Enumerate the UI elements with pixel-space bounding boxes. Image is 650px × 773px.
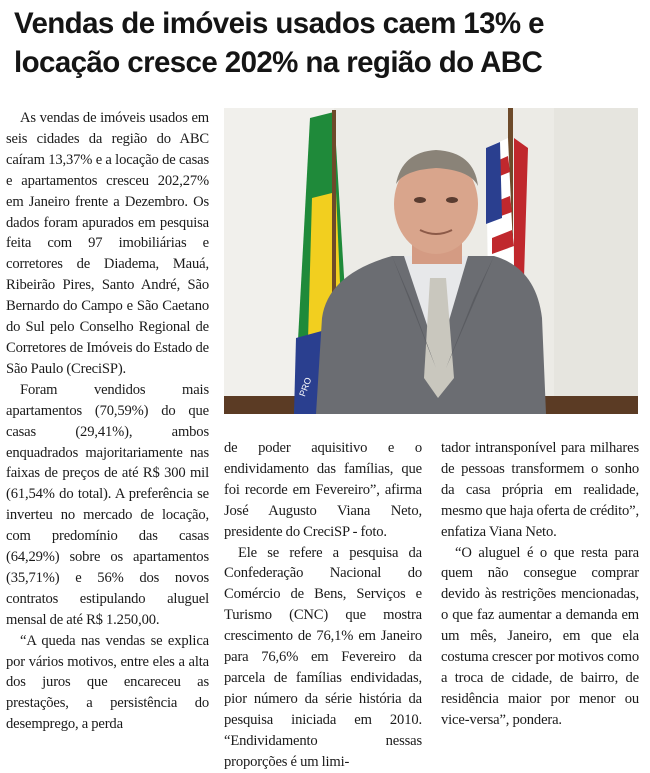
headline-line-2: locação cresce 202% na região do ABC bbox=[14, 46, 543, 79]
headline bbox=[14, 4, 638, 82]
paragraph: “O aluguel é o que resta para quem não consegue comprar devido às restrições mencionadas, o que faz aumentar a demanda em um mês, Janeiro, em que ela costuma crescer por motivos como a troca de cidade, de bairro, de residência maior por menor ou vice-versa”, pondera. bbox=[441, 544, 639, 728]
article-column-1 bbox=[6, 108, 209, 735]
portrait-illustration bbox=[224, 108, 638, 414]
article-column-3 bbox=[441, 438, 639, 731]
headline-line-1: Vendas de imóveis usados caem 13% e bbox=[14, 7, 544, 40]
flag-text: PRO bbox=[297, 376, 314, 398]
article-column-2 bbox=[224, 438, 422, 773]
paragraph: Ele se refere a pesquisa da Confederação Nacional do Comércio de Bens, Serviços e Turismo (CNC) que mostra crescimento de 76,1% em Janeiro para 76,6% em Fevereiro da parcela de famílias endividadas, pior número da série história da pesquisa iniciada em 2010. “Endividamento nessas proporções é um limi- bbox=[224, 544, 422, 770]
paragraph: As vendas de imóveis usados em seis cidades da região do ABC caíram 13,37% e a locação de casas e apartamentos cresceu 202,27% em Janeiro frente a Dezembro. Os dados foram apurados em pesquisa feita com 97 imobiliárias e corretores de Diadema, Mauá, Ribeirão Pires, Santo André, São Bernardo do Campo e São Caetano do Sul pelo Conselho Regional de Corretores de Imóveis do Estado de São Paulo (CreciSP). bbox=[6, 110, 209, 377]
paragraph: tador intransponível para milhares de pessoas transformem o sonho da casa própria em realidade, mesmo que haja oferta de crédito”, enfatiza Viana Neto. bbox=[441, 440, 639, 540]
paragraph: “A queda nas vendas se explica por vários motivos, entre eles a alta dos juros que encareceu as prestações, a persistência do desemprego, a perda bbox=[6, 632, 209, 733]
president-photo bbox=[224, 108, 638, 414]
paragraph: de poder aquisitivo e o endividamento das famílias, que foi recorde em Fevereiro”, afirma José Augusto Viana Neto, presidente do CreciSP - foto. bbox=[224, 440, 422, 540]
paragraph: Foram vendidos mais apartamentos (70,59%) do que casas (29,41%), ambos enquadrados majoritariamente nas faixas de preços de até R$ 300 mil (61,54% do total). A preferência se inverteu no mercado de locação, com predomínio das casas (64,29%) sobre os apartamentos (35,71%) e 56% dos novos contratos estipulando aluguel mensal de até R$ 1.250,00. bbox=[6, 381, 209, 628]
